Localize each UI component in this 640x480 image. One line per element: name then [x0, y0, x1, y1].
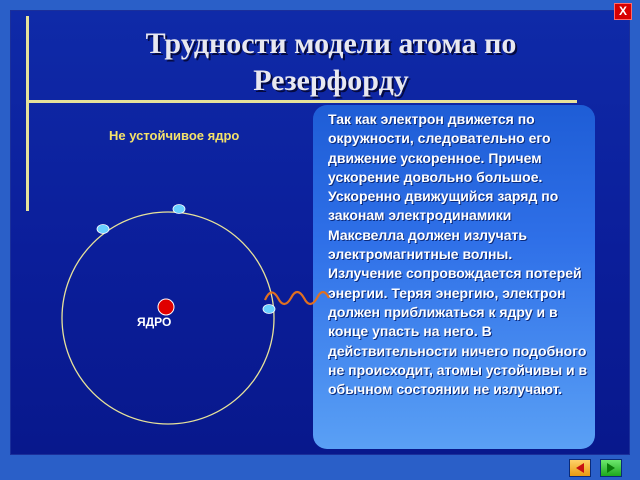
- prev-slide-button[interactable]: [569, 459, 591, 477]
- next-slide-button[interactable]: [600, 459, 622, 477]
- slide-title: Трудности модели атома по Резерфорду: [145, 27, 517, 97]
- explanation-textbox: Так как электрон движется по окружности, следовательно его движение ускоренное. Причем ускорение довольно большое. Ускоренно движущийся заряд по законам электродинамики Максвелла должен излучать электромагнитные волны. Излучение сопровождается потерей энергии. Теряя энергию, электрон должен приближаться к ядру и в конце упасть на него. В действительности ничего подобного не происходит, атомы устойчивы и в обычном состоянии не излучают.: [313, 105, 595, 449]
- arrow-left-icon: [573, 462, 587, 474]
- nucleus-label: ЯДРО: [137, 315, 172, 329]
- arrow-right-icon: [604, 462, 618, 474]
- diagram-subtitle: Не устойчивое ядро: [109, 128, 240, 143]
- slide-canvas: [10, 10, 630, 455]
- accent-horizontal-line: [27, 100, 577, 103]
- accent-vertical-line: [26, 16, 29, 211]
- close-button[interactable]: X: [614, 3, 632, 20]
